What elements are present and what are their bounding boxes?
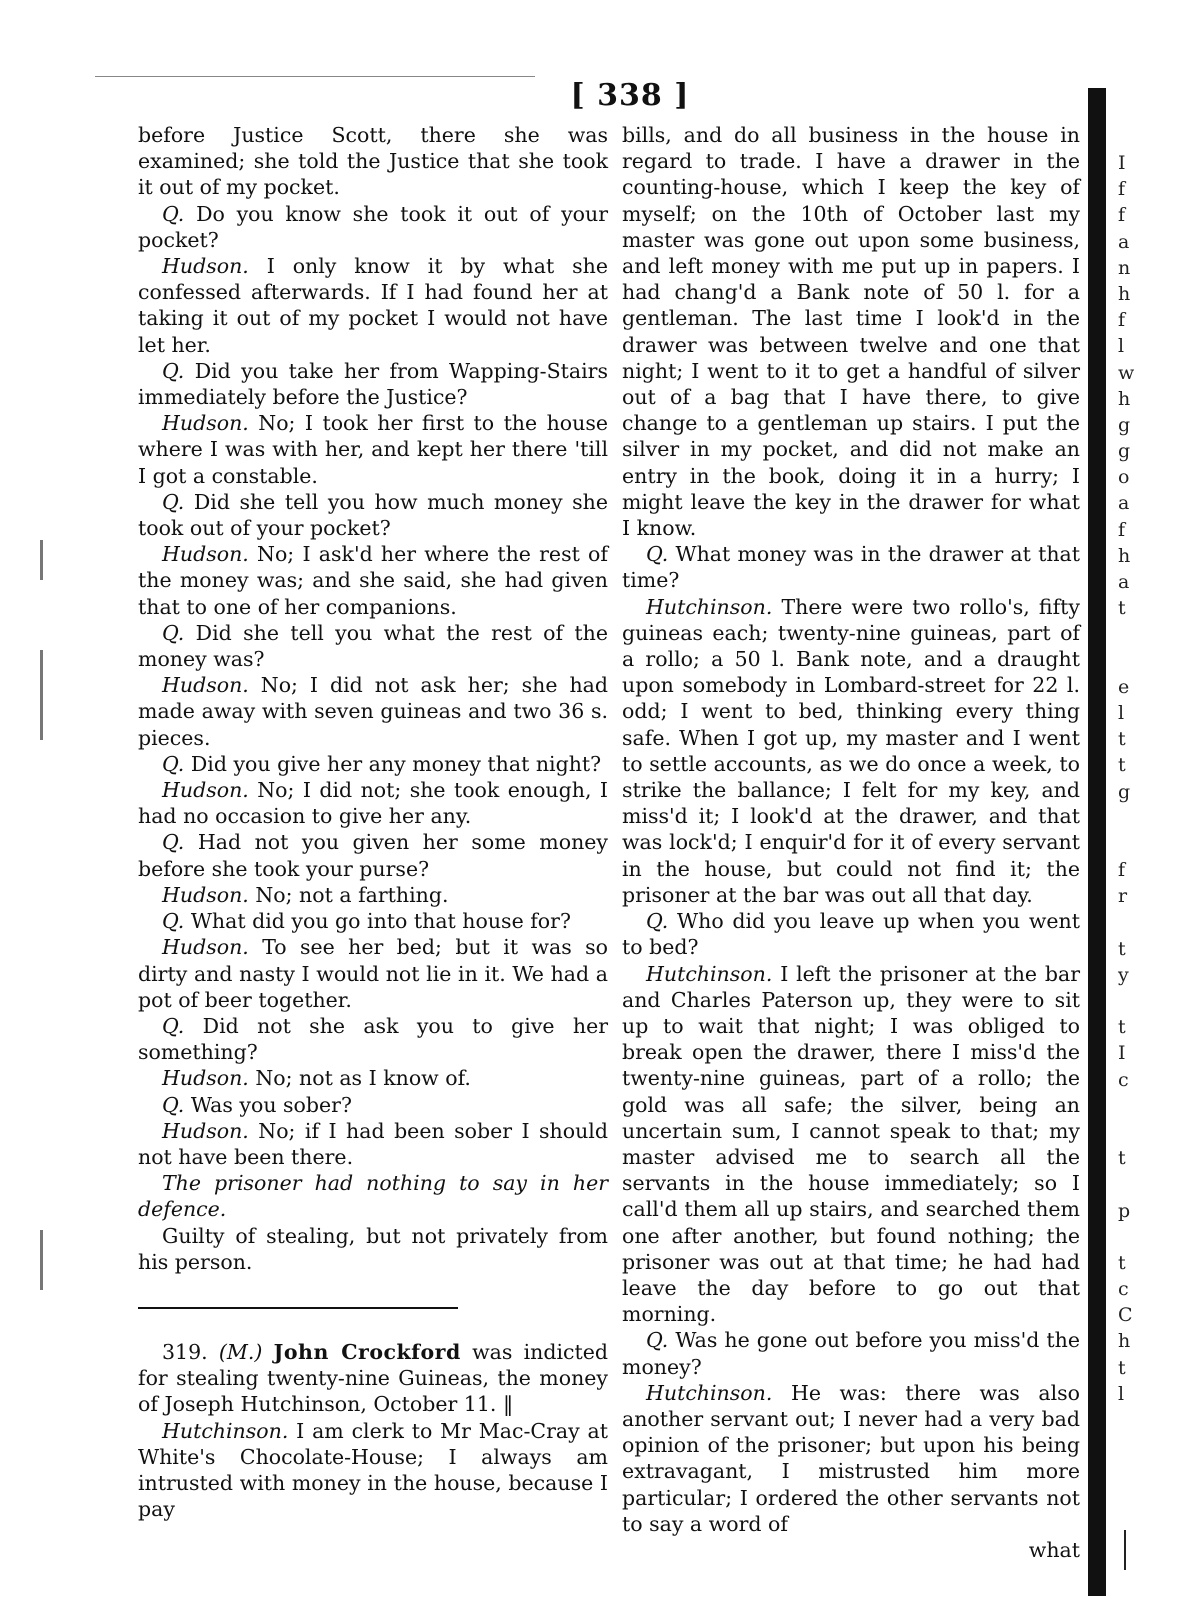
paragraph-text: before Justice Scott, there she was examined; she told the Justice that she took it out of my pocket. <box>138 123 608 200</box>
edge-letter: o <box>1118 466 1130 489</box>
edge-letter: l <box>1118 335 1125 358</box>
speaker-label: Q. <box>646 542 669 567</box>
paragraph-text: Who did you leave up when you went to bed? <box>622 909 1080 960</box>
question-paragraph <box>138 620 608 672</box>
speaker-label: Q. <box>162 830 185 855</box>
speaker-label: Hutchinson. <box>646 1380 773 1405</box>
speaker-label: Q. <box>162 201 185 226</box>
edge-letter: g <box>1118 440 1131 463</box>
paragraph-text: No; I ask'd her where the rest of the money was; and she said, she had given that to one of her companions. <box>138 542 608 619</box>
paragraph-text: The prisoner had nothing to say in her defence. <box>138 1171 608 1222</box>
answer-paragraph <box>622 1380 1080 1537</box>
speaker-label: Q. <box>162 1092 185 1117</box>
paragraph-text: what <box>1028 1537 1080 1562</box>
paragraph-text: To see her bed; but it was so dirty and nasty I would not lie in it. We had a pot of beer together. <box>138 935 608 1012</box>
edge-letter <box>1118 988 1158 1014</box>
verdict <box>138 1223 608 1275</box>
answer-paragraph <box>138 541 608 620</box>
speaker-label: Hutchinson. <box>646 594 773 619</box>
edge-letter: h <box>1118 387 1131 410</box>
edge-letter: y <box>1118 963 1129 986</box>
edge-mark <box>1124 1530 1126 1570</box>
paragraph-text: No; I did not; she took enough, I had no occasion to give her any. <box>138 778 608 829</box>
edge-letter: t <box>1118 1016 1126 1039</box>
answer-paragraph <box>138 672 608 751</box>
paragraph-text: bills, and do all business in the house in regard to trade. I have a drawer in the counting-house, which I keep the key of myself; on the 10th of October last my master was gone out upon some business, and left money with me put up in papers. I had chang'd a Bank note of 50 l. for a gentleman. The last time I look'd in the drawer was between twelve and one that night; I went to it to get a handful of silver out of a bag that I have there, to give change to a gentleman up stairs. I put the silver in my pocket, and did not make an entry in the book, doing it in a hurry; I might leave the key in the drawer for what I know. <box>622 123 1080 541</box>
speaker-label: Hutchinson. <box>646 961 773 986</box>
paragraph-text: What did you go into that house for? <box>190 909 571 934</box>
edge-letter: h <box>1118 282 1131 305</box>
answer-paragraph <box>138 253 608 358</box>
answer-paragraph <box>138 1118 608 1170</box>
case-divider <box>138 1307 458 1309</box>
edge-letter: f <box>1118 309 1126 332</box>
edge-letter: l <box>1118 701 1125 724</box>
right-column-paragraphs <box>622 122 1080 1563</box>
edge-letter: f <box>1118 204 1126 227</box>
speaker-label: Q. <box>162 489 185 514</box>
edge-letter <box>1118 621 1158 647</box>
edge-letter: I <box>1118 152 1126 174</box>
paragraph-text: Did not she ask you to give her something? <box>138 1013 608 1065</box>
edge-letter: t <box>1118 937 1126 960</box>
left-column-paragraphs <box>138 122 608 1275</box>
edge-letter: h <box>1118 544 1131 567</box>
speaker-label: Hudson. <box>162 778 249 803</box>
facing-page-edge <box>1118 150 1158 1407</box>
margin-speck <box>40 1230 43 1290</box>
question-paragraph <box>138 201 608 253</box>
answer-paragraph <box>138 410 608 489</box>
edge-letter: w <box>1118 361 1135 384</box>
paragraph-text: Did you take her from Wapping-Stairs immediately before the Justice? <box>138 358 608 410</box>
defendant-name: John Crockford <box>273 1339 461 1364</box>
edge-letter: a <box>1118 492 1130 515</box>
paragraph-text: I only know it by what she confessed afterwards. If I had found her at taking it out of my pocket I would not have let her. <box>138 254 608 357</box>
edge-letter: t <box>1118 728 1126 751</box>
speaker-label: Hudson. <box>162 1066 249 1091</box>
paragraph-text: No; not as I know of. <box>255 1066 471 1091</box>
edge-letter: g <box>1118 413 1131 436</box>
case-mark: ‖ <box>502 1392 514 1417</box>
answer-paragraph <box>138 934 608 1013</box>
speaker-label: Q. <box>646 1328 669 1353</box>
edge-letter: h <box>1118 1330 1131 1353</box>
edge-letter <box>1118 1224 1158 1250</box>
question-paragraph <box>138 358 608 410</box>
question-paragraph <box>138 908 608 934</box>
case-opening <box>138 1418 608 1523</box>
speaker-label: Hudson. <box>162 254 249 279</box>
edge-letter: t <box>1118 597 1126 620</box>
edge-letter: e <box>1118 675 1130 698</box>
edge-letter: t <box>1118 1251 1126 1274</box>
speaker-label: Hudson. <box>162 882 249 907</box>
paragraph-text: What money was in the drawer at that time? <box>622 542 1080 593</box>
question-paragraph <box>622 1327 1080 1379</box>
answer-paragraph <box>622 594 1080 908</box>
paragraph-text: Did she tell you what the rest of the money was? <box>138 620 608 672</box>
opening-speaker: Hutchinson. <box>162 1418 289 1443</box>
question-paragraph <box>138 1013 608 1065</box>
edge-letter: a <box>1118 230 1130 253</box>
edge-letter <box>1118 1171 1158 1197</box>
continued-paragraph <box>622 122 1080 541</box>
edge-letter: l <box>1118 1382 1125 1405</box>
speaker-label: Q. <box>162 909 185 934</box>
edge-letter: g <box>1118 780 1131 803</box>
edge-letter: c <box>1118 1068 1129 1091</box>
paragraph-text: No; not a farthing. <box>255 882 449 907</box>
paragraph-text: I left the prisoner at the bar and Charles Paterson up, they were to sit up to wait that night; I was obliged to break open the drawer, there I miss'd the twenty-nine guineas, part of a rollo; the gold was all safe; the silver, being an uncertain sum, I cannot speak to that; my master advised me to search all the servants in the house immediately; so I call'd them all up stairs, and searched them one after another, but found nothing; the prisoner was out at that time; he had had leave the day before to go out that morning. <box>622 961 1080 1327</box>
edge-letter: I <box>1118 1042 1126 1065</box>
paragraph-text: Did she tell you how much money she took out of your pocket? <box>138 489 608 541</box>
defence-note <box>138 1170 608 1222</box>
top-rule <box>95 76 535 77</box>
sessions-mark: (M.) <box>218 1339 263 1364</box>
case-number: 319. <box>162 1339 208 1364</box>
paragraph-text: No; I took her first to the house where I was with her, and kept her there 'till I got a constable. <box>138 411 608 488</box>
question-paragraph <box>138 1092 608 1118</box>
speaker-label: Hudson. <box>162 411 249 436</box>
paragraph-text: There were two rollo's, fifty guineas each; twenty-nine guineas, part of a rollo; a 50 l. Bank note, and a draught upon somebody in Lombard-street for 22 l. odd; I went to bed, thinking every thing safe. When I got up, my master and I went to settle accounts, as we do once a week, to strike the ballance; I felt for my key, and miss'd it; I look'd at the drawer, and that was lock'd; I enquir'd for it of every servant in the house, but could not find it; the prisoner at the bar was out all that day. <box>622 594 1080 907</box>
right-column <box>622 122 1080 1563</box>
answer-paragraph <box>622 961 1080 1328</box>
speaker-label: Q. <box>162 1013 185 1038</box>
speaker-label: Hudson. <box>162 935 249 960</box>
case-heading <box>138 1339 608 1418</box>
charge-text: was indicted for stealing twenty-nine Guineas, the money of Joseph Hutchinson, October 11. <box>138 1339 608 1417</box>
paragraph-text: No; if I had been sober I should not have been there. <box>138 1118 608 1169</box>
speaker-label: Q. <box>646 909 669 934</box>
question-paragraph <box>138 751 608 777</box>
answer-paragraph <box>138 777 608 829</box>
question-paragraph <box>138 489 608 541</box>
catchword <box>622 1537 1080 1563</box>
edge-letter <box>1118 1119 1158 1145</box>
edge-letter: f <box>1118 859 1126 882</box>
margin-speck <box>40 650 43 740</box>
paragraph-text: Guilty of stealing, but not privately from his person. <box>138 1223 608 1274</box>
paragraph-text: Was he gone out before you miss'd the money? <box>622 1328 1080 1379</box>
paragraph-text: Do you know she took it out of your pocket? <box>138 201 608 252</box>
question-paragraph <box>622 541 1080 593</box>
question-paragraph <box>138 829 608 881</box>
left-column <box>138 122 608 1522</box>
margin-speck <box>40 540 43 580</box>
edge-letter: f <box>1118 518 1126 541</box>
edge-letter: t <box>1118 754 1126 777</box>
binding-shadow <box>1088 88 1106 1596</box>
speaker-label: Hudson. <box>162 673 249 698</box>
edge-letter: p <box>1118 1199 1131 1222</box>
paragraph-text: He was: there was also another servant out; I never had a very bad opinion of the prisoner; but upon his being extravagant, I mistrusted him more particular; I ordered the other servants not to say a word of <box>622 1380 1080 1536</box>
page-number: [ 338 ] <box>570 78 690 113</box>
edge-letter: a <box>1118 571 1130 593</box>
speaker-label: Q. <box>162 751 185 776</box>
edge-letter: f <box>1118 178 1126 201</box>
edge-letter: C <box>1118 1304 1133 1327</box>
question-paragraph <box>622 908 1080 960</box>
speaker-label: Q. <box>162 620 185 645</box>
answer-paragraph <box>138 882 608 908</box>
edge-letter <box>1118 805 1158 831</box>
edge-letter: r <box>1118 885 1128 908</box>
answer-paragraph <box>138 1065 608 1091</box>
edge-letter <box>1118 648 1158 674</box>
edge-letter <box>1118 1093 1158 1119</box>
edge-letter: c <box>1118 1278 1129 1301</box>
paragraph-text: No; I did not ask her; she had made away with seven guineas and two 36 s. pieces. <box>138 673 608 750</box>
edge-letter: t <box>1118 1356 1126 1379</box>
paragraph-text: Was you sober? <box>190 1092 352 1117</box>
speaker-label: Hudson. <box>162 542 249 567</box>
edge-letter <box>1118 909 1158 935</box>
continued-paragraph <box>138 122 608 201</box>
edge-letter <box>1118 831 1158 857</box>
speaker-label: Q. <box>162 358 185 383</box>
edge-letter: t <box>1118 1147 1126 1170</box>
edge-letter: n <box>1118 256 1131 279</box>
paragraph-text: Did you give her any money that night? <box>190 751 602 776</box>
speaker-label: Hudson. <box>162 1118 249 1143</box>
paragraph-text: Had not you given her some money before she took your purse? <box>138 830 608 881</box>
opening-text: I am clerk to Mr Mac-Cray at White's Chocolate-House; I always am intrusted with money in the house, because I pay <box>138 1418 608 1522</box>
